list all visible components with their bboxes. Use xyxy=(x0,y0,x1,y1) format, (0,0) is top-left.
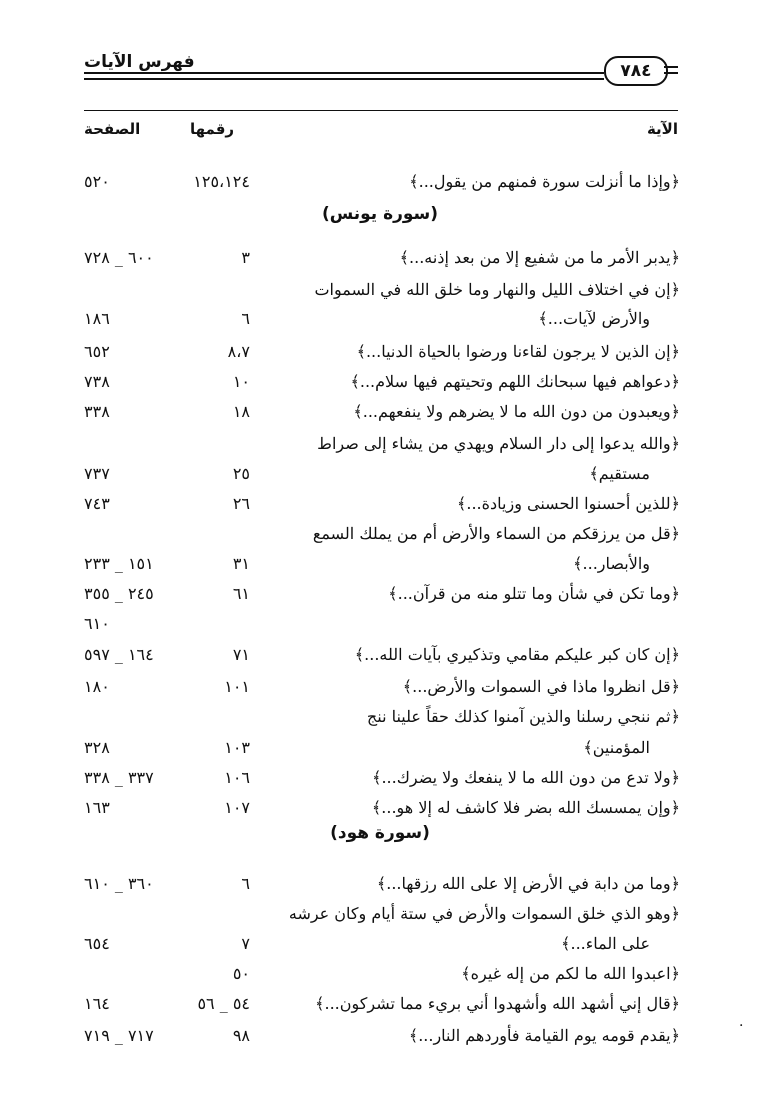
table-row xyxy=(84,929,680,959)
page-reference: ١٥١ _ ٢٣٣ xyxy=(84,554,154,573)
verse-text: ﴿وما من دابة في الأرض إلا على الله رزقها...﴾ xyxy=(376,874,680,893)
margin-mark: · xyxy=(739,1018,744,1034)
table-row xyxy=(84,275,680,305)
verse-number: ٦١ xyxy=(232,584,250,603)
verse-number: ٥٠ xyxy=(232,964,250,983)
page-reference: ١٨٦ xyxy=(84,309,110,328)
page-reference: ٥٢٠ xyxy=(84,172,110,191)
badge-rule-top xyxy=(664,66,678,68)
table-row xyxy=(84,989,680,1019)
page-reference: ٦٠٠ _ ٧٢٨ xyxy=(84,248,154,267)
verse-text: ﴿يقدم قومه يوم القيامة فأوردهم النار...﴾ xyxy=(408,1026,680,1045)
verse-number: ٧١ xyxy=(232,645,250,664)
verse-text: ﴿ولا تدع من دون الله ما لا ينفعك ولا يضرك...﴾ xyxy=(372,768,680,787)
surah-title-hud: (سورة هود) xyxy=(330,823,430,843)
verse-number: ١٠٧ xyxy=(224,798,250,817)
verse-text: ﴿قل انظروا ماذا في السموات والأرض...﴾ xyxy=(402,677,680,696)
page-reference: ١٦٤ _ ٥٩٧ xyxy=(84,645,154,664)
verse-number: ٢٥ xyxy=(232,464,250,483)
table-row xyxy=(84,337,680,367)
table-row xyxy=(84,367,680,397)
page-reference: ١٦٤ xyxy=(84,994,110,1013)
page-reference: ١٨٠ xyxy=(84,677,110,696)
table-row xyxy=(84,672,680,702)
header-rule-bottom xyxy=(84,78,604,80)
verse-number: ٦ xyxy=(241,309,250,328)
verse-text: ﴿ثم ننجي رسلنا والذين آمنوا كذلك حقاً علينا ننج xyxy=(366,707,680,726)
page-reference: ٦١٠ xyxy=(84,614,110,633)
table-row xyxy=(84,869,680,899)
verse-text: ﴿ويعبدون من دون الله ما لا يضرهم ولا ينفعهم...﴾ xyxy=(353,402,680,421)
verse-number: ٥٤ _ ٥٦ xyxy=(197,994,250,1013)
verse-text: ﴿اعبدوا الله ما لكم من إله غيره﴾ xyxy=(461,964,680,983)
table-row xyxy=(84,167,680,197)
page-reference: ٧٣٧ xyxy=(84,464,110,483)
verse-text: مستقيم﴾ xyxy=(589,464,650,483)
table-row xyxy=(84,609,680,639)
verse-number: ٧ xyxy=(241,934,250,953)
verse-text: ﴿وإن يمسسك الله بضر فلا كاشف له إلا هو...﴾ xyxy=(371,798,680,817)
page-number: ٧٨٤ xyxy=(620,61,652,81)
verse-text: ﴿للذين أحسنوا الحسنى وزيادة...﴾ xyxy=(457,494,680,513)
table-row xyxy=(84,549,680,579)
page-reference: ٣٢٨ xyxy=(84,738,110,757)
verse-text: ﴿قل من يرزقكم من السماء والأرض أم من يملك السمع xyxy=(312,524,680,543)
badge-rule-bottom xyxy=(664,72,678,74)
verse-text: والأبصار...﴾ xyxy=(573,554,650,573)
verse-text: ﴿قال إني أشهد الله وأشهدوا أني بريء مما تشركون...﴾ xyxy=(315,994,680,1013)
verse-text: ﴿يدبر الأمر ما من شفيع إلا من بعد إذنه...﴾ xyxy=(399,248,680,267)
page-reference: ٦٥٢ xyxy=(84,342,110,361)
column-header-verse: الآية xyxy=(646,120,678,138)
page-reference: ١٦٣ xyxy=(84,798,110,817)
table-row xyxy=(84,429,680,459)
table-row xyxy=(84,1021,680,1051)
verse-number: ١٠٦ xyxy=(224,768,250,787)
table-header-rule xyxy=(84,110,678,111)
page-reference: ٢٤٥ _ ٣٥٥ xyxy=(84,584,154,603)
verse-text: المؤمنين﴾ xyxy=(583,738,650,757)
table-row xyxy=(84,459,680,489)
column-header-page: الصفحة xyxy=(84,120,141,138)
surah-title-yunus: (سورة يونس) xyxy=(321,204,439,224)
verse-number: ٨،٧ xyxy=(227,342,250,361)
table-row xyxy=(84,733,680,763)
verse-text: والأرض لآيات...﴾ xyxy=(538,309,650,328)
table-row xyxy=(84,579,680,609)
verse-number: ٢٦ xyxy=(232,494,250,513)
table-row xyxy=(84,702,680,732)
page-reference: ٧٤٣ xyxy=(84,494,110,513)
verse-number: ٣١ xyxy=(232,554,250,573)
verse-number: ٩٨ xyxy=(232,1026,250,1045)
verse-text: ﴿وإذا ما أنزلت سورة فمنهم من يقول...﴾ xyxy=(409,172,680,191)
page-reference: ٧٣٨ xyxy=(84,372,110,391)
page-reference: ٣٦٠ _ ٦١٠ xyxy=(84,874,154,893)
table-row xyxy=(84,489,680,519)
verse-text: ﴿إن في اختلاف الليل والنهار وما خلق الله في السموات xyxy=(314,280,680,299)
table-row xyxy=(84,959,680,989)
table-row xyxy=(84,519,680,549)
page-reference: ٣٣٨ xyxy=(84,402,110,421)
page-reference: ٧١٧ _ ٧١٩ xyxy=(84,1026,154,1045)
verse-number: ١٠ xyxy=(232,372,250,391)
verse-number: ١٨ xyxy=(232,402,250,421)
column-header-number: رقمها xyxy=(190,120,235,138)
table-row xyxy=(84,640,680,670)
table-row xyxy=(84,763,680,793)
table-row xyxy=(84,899,680,929)
header-rule-top xyxy=(84,72,604,74)
verse-number: ٣ xyxy=(241,248,250,267)
verse-text: ﴿وهو الذي خلق السموات والأرض في ستة أيام وكان عرشه xyxy=(288,904,680,923)
verse-number: ١٠٣ xyxy=(224,738,250,757)
verse-text: على الماء...﴾ xyxy=(561,934,650,953)
verse-number: ١٢٥،١٢٤ xyxy=(193,172,250,191)
verse-number: ٦ xyxy=(241,874,250,893)
verse-text: ﴿والله يدعوا إلى دار السلام ويهدي من يشاء إلى صراط xyxy=(317,434,680,453)
page-header-title: فهرس الآيات xyxy=(84,52,195,72)
table-row xyxy=(84,304,680,334)
verse-text: ﴿وما تكن في شأن وما تتلو منه من قرآن...﴾ xyxy=(388,584,680,603)
table-row xyxy=(84,243,680,273)
table-row xyxy=(84,397,680,427)
verse-text: ﴿إن الذين لا يرجون لقاءنا ورضوا بالحياة الدنيا...﴾ xyxy=(356,342,680,361)
page-reference: ٣٣٧ _ ٣٣٨ xyxy=(84,768,154,787)
verse-text: ﴿إن كان كبر عليكم مقامي وتذكيري بآيات الله...﴾ xyxy=(354,645,680,664)
page-number-badge xyxy=(604,56,668,86)
page-reference: ٦٥٤ xyxy=(84,934,110,953)
verse-text: ﴿دعواهم فيها سبحانك اللهم وتحيتهم فيها سلام...﴾ xyxy=(350,372,680,391)
table-row xyxy=(84,793,680,823)
verse-number: ١٠١ xyxy=(224,677,250,696)
